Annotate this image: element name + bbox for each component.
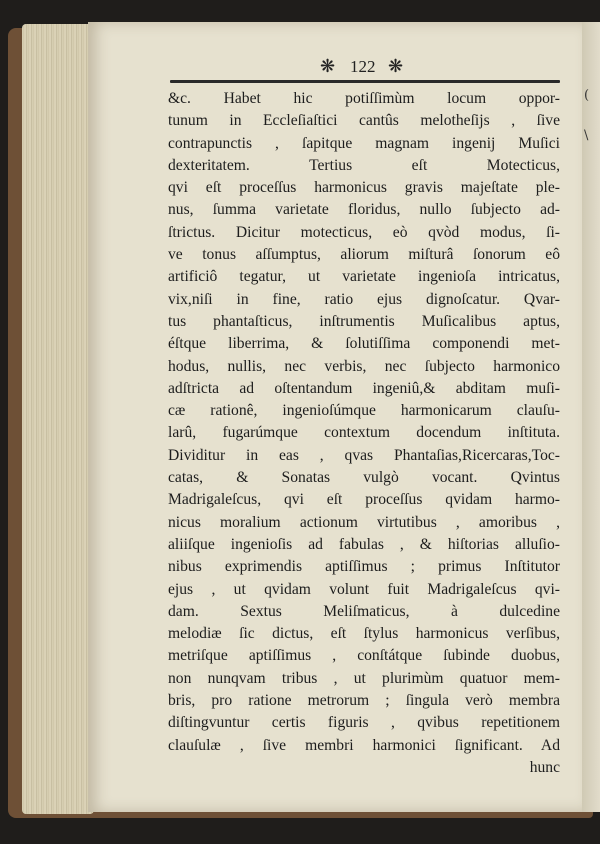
page-number: 122	[350, 57, 376, 76]
text-line: aliiſque ingenioſis ad fabulas , & hiſtorias alluſio-	[168, 535, 560, 553]
text-line: dexteritatem. Tertius eſt Motecticus,	[168, 156, 560, 174]
ornament-left-icon: ❋	[320, 56, 336, 77]
text-line: tus phantaſticus, inſtrumentis Muſicalibus aptus,	[168, 312, 560, 330]
text-line: adſtricta ad oſtentandum ingeniû,& abditam muſi-	[168, 379, 560, 397]
gutter-mark: \	[584, 128, 589, 143]
catchword: hunc	[529, 758, 560, 776]
gutter-mark: (	[584, 88, 590, 103]
text-line: ejus , ut qvidam volunt fuit Madrigaleſcus qvi-	[168, 580, 560, 598]
text-line: contrapunctis , ſapitque magnam ingenij Muſici	[168, 134, 560, 152]
text-line: bris, pro ratione metrorum ; ſingula verò membra	[168, 692, 560, 710]
text-line: nicus moralium actionum virtutibus , amoribus ,	[168, 513, 560, 531]
text-line: metriſque aptiſſimus , conſtátque ſubinde duobus,	[168, 647, 560, 665]
text-line: melodiæ ſic dictus, eſt ſtylus harmonicus verſibus,	[168, 625, 560, 643]
text-line: diſtingvuntur certis figuris , qvibus repetitionem	[168, 714, 560, 732]
text-line: vix,niſi in fine, ratio ejus dignoſcatur. Qvar-	[168, 290, 560, 308]
ornament-right-icon: ❋	[388, 56, 404, 77]
text-line: cæ rationê, ingenioſúmque harmonicarum clauſu-	[168, 402, 560, 420]
text-line: éſtque liberrima, & ſolutiſſima componendi met-	[168, 335, 560, 353]
text-line: tunum in Eccleſiaſtici cantûs melotheſijs , ſive	[168, 112, 560, 130]
text-line: &c. Habet hic potiſſimùm locum oppor-	[168, 90, 560, 107]
header-rule	[170, 80, 560, 83]
text-line: Madrigaleſcus, qvi eſt proceſſus qvidam harmo-	[168, 491, 560, 509]
text-line: catas, & Sonatas vulgò vocant. Qvintus	[168, 469, 560, 487]
text-line: hodus, nullis, nec verbis, nec ſubjecto harmonico	[168, 357, 560, 375]
text-line: artificiô tegatur, ut varietate ingenioſa intricatus,	[168, 268, 560, 286]
page-edges	[22, 24, 94, 814]
text-line: nus, ſumma varietate floridus, nullo ſubjecto ad-	[168, 201, 560, 219]
text-line: nibus exprimendis aptiſſimus ; primus Inſtitutor	[168, 558, 560, 576]
page-header	[170, 52, 560, 84]
text-line: non nunqvam tribus , ut plurimùm quatuor mem-	[168, 669, 560, 687]
text-line: Dividitur in eas , qvas Phantaſias,Ricercaras,Toc-	[168, 446, 560, 464]
text-line: ve tonus aſſumptus, aliorum miſturâ ſonorum eô	[168, 246, 560, 264]
text-line: clauſulæ , ſive membri harmonici ſignificant. Ad	[168, 736, 560, 754]
text-line: qvi eſt proceſſus harmonicus gravis majeſtate ple-	[168, 179, 560, 197]
text-line: larû, fugarúmque contextum docendum inſtituta.	[168, 424, 560, 442]
text-line: ſtrictus. Dicitur motecticus, eò qvòd modus, ſi-	[168, 223, 560, 241]
text-line: dam. Sextus Meliſmaticus, à dulcedine	[168, 602, 560, 620]
body-text	[168, 88, 560, 779]
